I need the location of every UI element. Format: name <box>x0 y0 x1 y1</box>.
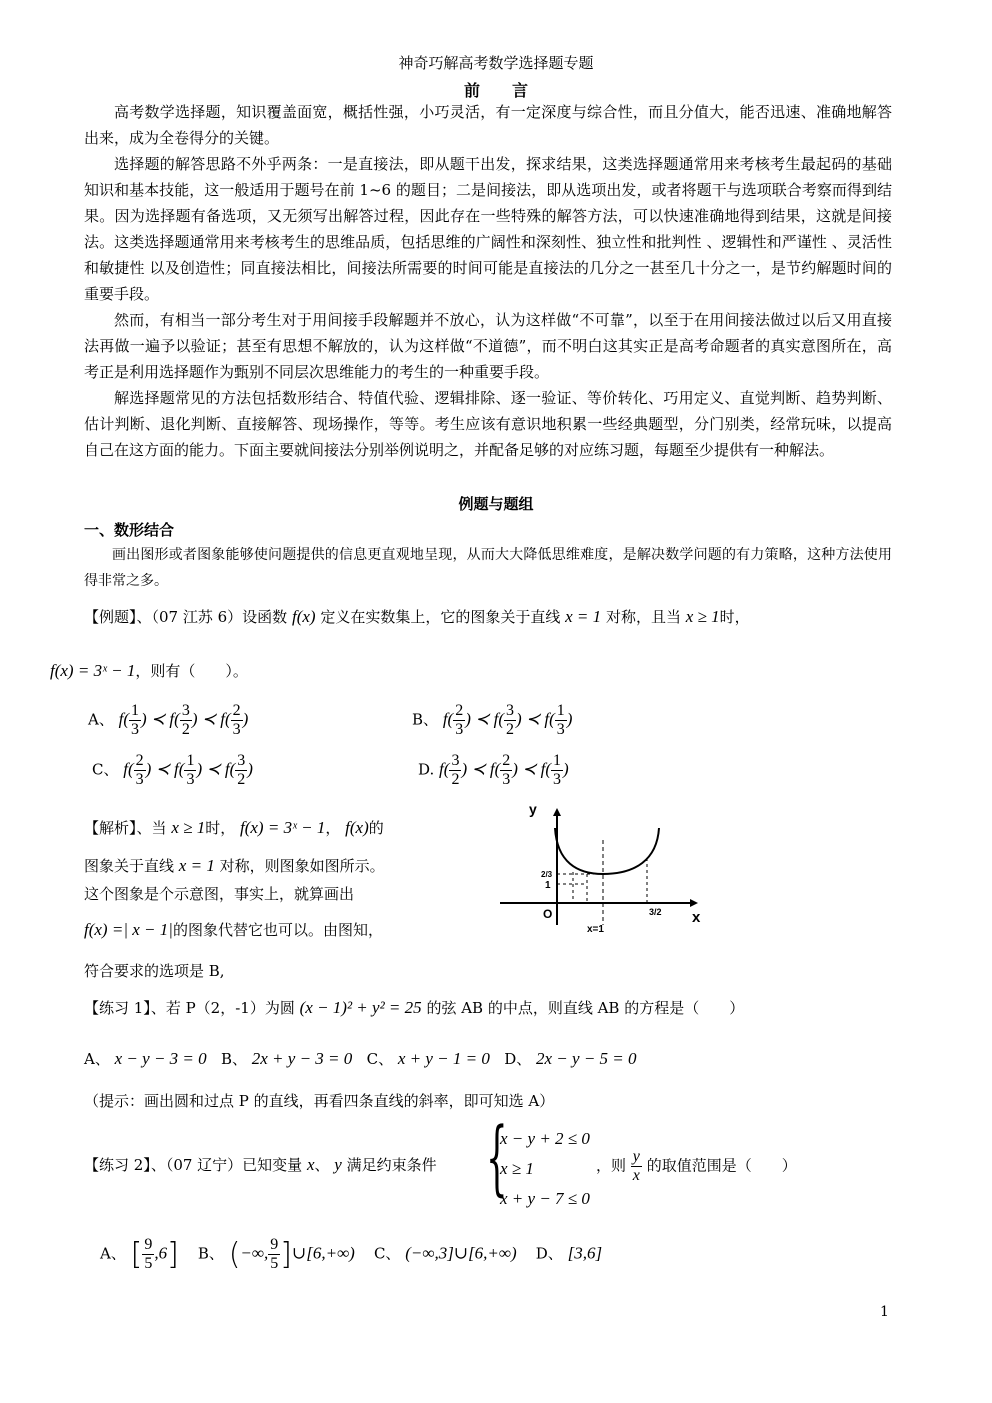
example-tag: 【例题】 <box>84 608 137 626</box>
constraint-system: x − y + 2 ≤ 0 x ≥ 1 x + y − 7 ≤ 0 <box>500 1129 590 1208</box>
y-label: y <box>529 801 537 817</box>
function-graph <box>495 800 710 935</box>
preface-para-4: 解选择题常见的方法包括数形结合、特值代验、逻辑排除、逐一验证、等价转化、巧用定义、直觉判断、趋势判断、估计判断、退化判断、直接解答、现场操作，等等。考生应该有意识地积累一些经典题型，分门别类，经常玩味，以提高自己在这方面的能力。下面主要就间接法分别举例说明之，并配备足够的对应练习题，每题至少提供有一种解法。 <box>84 389 892 459</box>
exercise-2-stem-tail: ，则 $\frac{y}{x}$ 的取值范围是（ ） <box>596 1148 797 1184</box>
y-axis-arrow-icon <box>553 808 561 816</box>
option-c: C、 f( $\frac{2}{3}$ ) ≺ f( $\frac{1}{3}$ ) ≺ f( $\frac{3}{2}$ ) <box>92 752 253 788</box>
exercise-1-hint: （提示：画出圆和过点 P 的直线，再看四条直线的斜率，即可知选 A） <box>84 1092 555 1110</box>
page-number: 1 <box>880 1304 889 1320</box>
label-three-halves: 3/2 <box>649 907 662 917</box>
origin-label: O <box>543 907 553 921</box>
preface-para-3: 然而，有相当一部分考生对于用间接手段解题并不放心，认为这样做“不可靠”，以至于在用间接法做过以后又用直接法再做一遍予以验证；甚至有思想不解放的，认为这样做“不道德”，而不明白这其实正是高考命题者的真实意图所在，高考正是利用选择题作为甄别不同层次思维能力的考生的一种重要手段。 <box>84 311 892 381</box>
analysis-line-1: 【解析】、当 x ≥ 1时， f(x) = 3ˣ − 1， f(x)的 <box>84 818 384 837</box>
label-x-eq-1: x=1 <box>587 924 604 935</box>
label-two-thirds: 2/3 <box>541 870 553 879</box>
preface-heading: 前 言 <box>463 81 528 100</box>
preface-para-1: 高考数学选择题，知识覆盖面宽，概括性强，小巧灵活，有一定深度与综合性，而且分值大，能否迅速、准确地解答出来，成为全卷得分的关键。 <box>84 103 892 147</box>
section-heading: 例题与题组 <box>458 495 534 513</box>
function-curve <box>555 828 659 874</box>
example-formula-line: f(x) = 3ˣ − 1，则有（ ）。 <box>50 661 248 680</box>
preface-para-2: 选择题的解答思路不外乎两条：一是直接法，即从题干出发，探求结果，这类选择题通常用来考核考生最起码的基础知识和基本技能，这一般适用于题号在前 1~6 的题目；二是间接法，即从选项出发，或者将题干与选项联合考察而得到结果。因为选择题有备选项，又无须写出解答过程，因此存在一些特殊的解答方法，可以快速准确地得到结果，这就是间接法。这类选择题通常用来考核考生的思维品质，包括思维的广阔性和深刻性、独立性和批判性 、逻辑性和严谨性 、灵活性和敏捷性 以及创造性；同直接法相比，间接法所需要的时间可能是直接法的几分之一甚至几十分之一，是节约解题时间的重要手段。 <box>84 155 892 303</box>
x-label: x <box>692 909 701 926</box>
analysis-line-5: 符合要求的选项是 B, <box>84 962 225 980</box>
exercise-1-options: A、 x − y − 3 = 0 B、 2x + y − 3 = 0 C、 x + y − 1 = 0 D、 2x − y − 5 = 0 <box>84 1049 637 1068</box>
exercise-2-options: A、 [ $\frac{9}{5}$ ,6] B、 (−∞, $\frac{9}{5}$ ]∪[6,+∞) C、 (−∞,3]∪[6,+∞) D、 [3,6] <box>100 1236 603 1272</box>
x-axis-arrow-icon <box>690 899 698 907</box>
analysis-line-4: f(x) =| x − 1|的图象代替它也可以。由图知， <box>84 920 383 939</box>
option-d: D. f( $\frac{3}{2}$ ) ≺ f( $\frac{2}{3}$ ) ≺ f( $\frac{1}{3}$ ) <box>418 752 569 788</box>
constraint-brace: { <box>486 1110 508 1207</box>
analysis-line-2: 图象关于直线 x = 1 对称，则图象如图所示。 <box>84 856 385 875</box>
analysis-line-3: 这个图象是个示意图，事实上，就算画出 <box>84 885 355 903</box>
subsection-heading: 一、数形结合 <box>84 521 175 539</box>
exercise-2-stem: 【练习 2】、（07 辽宁）已知变量 x、 y 满足约束条件 <box>84 1155 437 1174</box>
doc-title: 神奇巧解高考数学选择题专题 <box>398 54 594 72</box>
option-b: B、 f( $\frac{2}{3}$ ) ≺ f( $\frac{3}{2}$ ) ≺ f( $\frac{1}{3}$ ) <box>412 702 573 738</box>
exercise-1-stem: 【练习 1】、若 P（2，-1）为圆 (x − 1)² + y² = 25 的弦 AB 的中点，则直线 AB 的方程是（ ） <box>84 998 745 1017</box>
section-intro: 画出图形或者图象能够使问题提供的信息更直观地呈现，从而大大降低思维难度，是解决数学问题的有力策略，这种方法使用得非常之多。 <box>84 547 892 589</box>
option-a: A、 f( $\frac{1}{3}$ ) ≺ f( $\frac{3}{2}$ ) ≺ f( $\frac{2}{3}$ ) <box>88 702 249 738</box>
label-one: 1 <box>545 880 551 891</box>
example-stem: 【例题】、（07 江苏 6）设函数 f(x) 定义在实数集上，它的图象关于直线 x = 1 对称，且当 x ≥ 1时， <box>84 607 750 626</box>
